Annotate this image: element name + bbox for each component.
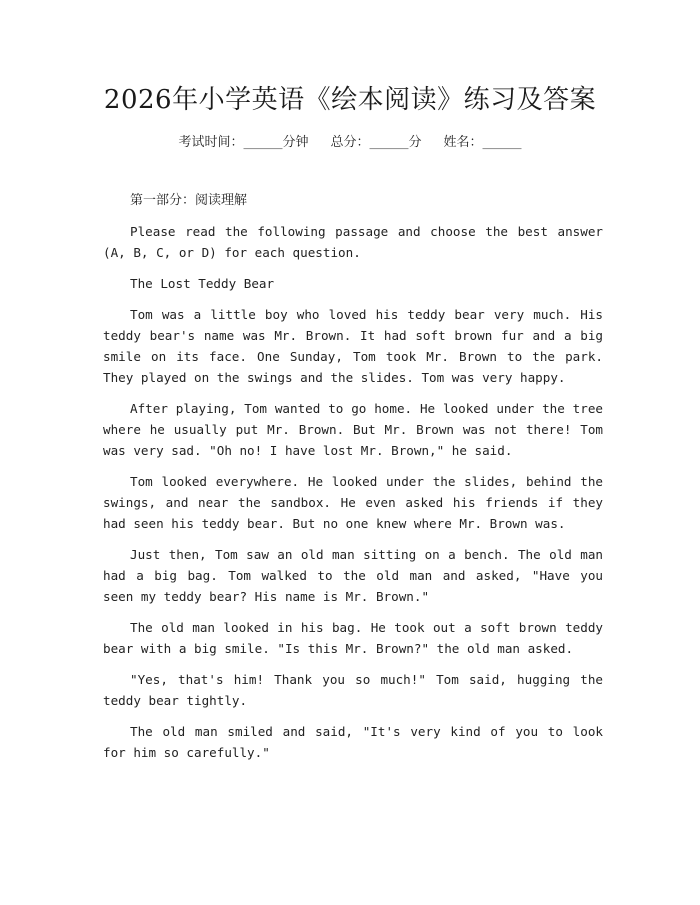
story-paragraph: Just then, Tom saw an old man sitting on a bench. The old man had a big bag. Tom walked to the old man and asked, "Have you seen my teddy bear? His name is Mr. Brown." bbox=[103, 547, 603, 604]
story-paragraph: The old man looked in his bag. He took out a soft brown teddy bear with a big smile. "Is this Mr. Brown?" the old man asked. bbox=[103, 620, 603, 656]
document-body bbox=[103, 190, 603, 773]
total-score-field: 总分：______分 bbox=[330, 135, 422, 150]
story-paragraph: "Yes, that's him! Thank you so much!" Tom said, hugging the teddy bear tightly. bbox=[103, 672, 603, 708]
student-name-field: 姓名：______ bbox=[443, 135, 522, 150]
story-paragraph: Tom looked everywhere. He looked under the slides, behind the swings, and near the sandbox. He even asked his friends if they had seen his teddy bear. But no one knew where Mr. Brown was. bbox=[103, 474, 603, 531]
story-paragraph: The old man smiled and said, "It's very kind of you to look for him so carefully." bbox=[103, 724, 603, 760]
page-title: 2026年小学英语《绘本阅读》练习及答案 bbox=[103, 85, 597, 115]
story-paragraph: After playing, Tom wanted to go home. He looked under the tree where he usually put Mr. Brown. But Mr. Brown was not there! Tom was very sad. "Oh no! I have lost Mr. Brown," he said. bbox=[103, 401, 603, 458]
story-title: The Lost Teddy Bear bbox=[130, 276, 275, 291]
exam-meta-line bbox=[0, 131, 700, 150]
exam-time-field: 考试时间：______分钟 bbox=[178, 135, 309, 150]
instructions: Please read the following passage and choose the best answer (A, B, C, or D) for each question. bbox=[103, 224, 603, 260]
section-heading: 第一部分：阅读理解 bbox=[130, 193, 248, 208]
story-paragraph: Tom was a little boy who loved his teddy bear very much. His teddy bear's name was Mr. Brown. It had soft brown fur and a big smile on its face. One Sunday, Tom took Mr. Brown to the park. They played on the swings and the slides. Tom was very happy. bbox=[103, 307, 603, 385]
